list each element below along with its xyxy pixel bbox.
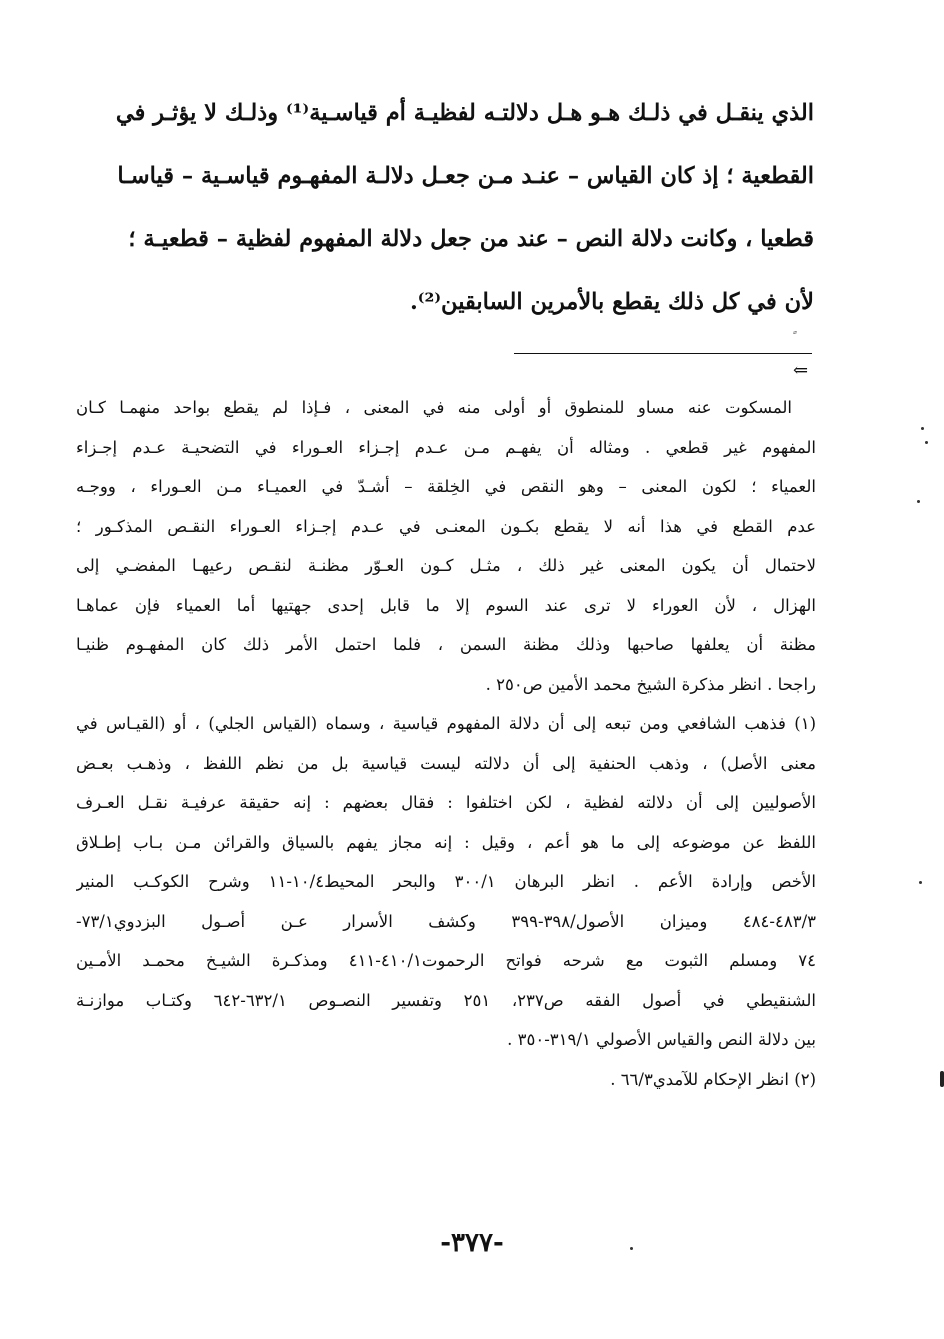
footnotes-block <box>76 388 816 1099</box>
main-body-text <box>72 82 814 334</box>
main-line-1: الذي ينقـل في ذلـك هـو هـل دلالتـه لفظيـة أم قياسـية⁽¹⁾ وذلـك لا يؤثـر في <box>115 100 814 126</box>
footnote-1-first-line <box>76 704 816 744</box>
footnote-1-line: الشنقيطي في أصول الفقه ص٢٣٧، ٢٥١ وتفسير النصـوص ٦٣٢/١-٦٤٢ وكتـاب موازنـة <box>76 990 816 1010</box>
main-line-2: القطعية ؛ إذ كان القياس – عنـد مـن جعـل دلالـة المفهـوم قياسـية – قياسـا <box>117 163 814 189</box>
footnote-1-line: الأصوليين إلى أن دلالته لفظية ، لكن اختلفوا : فقال بعضهم : إنه حقيقة عرفيـة نقـل العـرف <box>76 793 816 812</box>
footnote-1-line: بين دلالة النص والقياس الأصولي ٣١٩/١-٣٥٠ . <box>507 1030 816 1049</box>
footnote-1-line: الأخص وإرادة الأعم . انظر البرهان ٣٠٠/١ والبحر المحيط١٠/٤-١١ وشرح الكوكـب المنير <box>76 872 816 891</box>
footnote-2-number: (٢) <box>794 1069 816 1089</box>
main-line-3: قطعيا ، وكانت دلالة النص – عند من جعل دلالة المفهوم لفظية – قطعيـة ؛ <box>128 226 814 252</box>
main-line-4: لأن في كل ذلك يقطع بالأمرين السابقين⁽²⁾. <box>409 289 814 315</box>
footnote-continuation-line: الهزال ، لأن العوراء لا ترى عند السوم إلا ما قابل إحدى جهتيها أما العمياء فإن عماهـا <box>76 595 816 615</box>
footnote-1-line: معنى الأصل) ، وذهب الحنفية إلى أن دلالته ليست قياسية بل من نظم اللفظ ، وذهـب بعـض <box>76 753 816 773</box>
scan-speck <box>919 881 922 884</box>
footnote-1-line: اللفظ عن موضوعه إلى ما هو أعم ، وقيل : إنه مجاز يفهم بالسياق والقرائن مـن بـاب إطـلاق <box>76 832 816 852</box>
footnote-continuation-line: المسكوت عنه مساو للمنطوق أو أولى منه في المعنى ، فـإذا لم يقطع بواحد منهمـا كـان <box>76 398 792 417</box>
footnote-2-line <box>76 1060 816 1100</box>
footnote-1-line: ٧٤ ومسلم الثبوت مع شرحه فواتح الرحموت٤١٠/١-٤١١ ومذكـرة الشيـخ محمـد الأمـين <box>76 951 816 970</box>
footnote-1-number: (١) <box>794 714 816 733</box>
footnote-continuation-line: راجحا . انظر مذكرة الشيخ محمد الأمين ص٢٥٠ . <box>485 674 816 694</box>
footnote-continuation-line: المفهوم غير قطعي . ومثاله أن يفهـم مـن عـدم إجـزاء العـوراء في التضحيـة عـدم إجـزاء <box>76 437 816 457</box>
footnote-continuation-line: لاحتمال أن يكون المعنى غير ذلك ، مثـل كـون العـوّر مظنـة لنقـص رعيهـا المفضـي إلى <box>76 556 816 575</box>
page-number: -٣٧٧- <box>440 1228 504 1258</box>
scan-speck <box>925 441 928 444</box>
footnote-2-text: انظر الإحكام للآمدي٦٦/٣ . <box>610 1069 789 1089</box>
scan-speck <box>917 500 920 503</box>
footnote-continuation-line: العمياء ؛ لكون المعنى – وهو النقص في الخِلقة – أشـدّ في العميـاء مـن العـوراء ، ووجـه <box>76 477 816 496</box>
continuation-arrow-icon: ⇐ <box>793 360 809 381</box>
scan-edge-mark <box>940 1071 944 1087</box>
footnote-separator <box>514 353 812 354</box>
scan-speck <box>630 1247 633 1250</box>
footnote-continuation-line: مظنة أن يعلفها صاحبها وذلك مظنة السمن ، فلما احتمل الأمر ذلك كان المفهـوم ظنيـا <box>76 635 816 654</box>
scan-speck <box>921 427 924 430</box>
footnote-1-line: ٤٨٣/٣-٤٨٤ وميزان الأصول/٣٩٨-٣٩٩ وكشف الأسرار عـن أصـول البزدوي٧٣/١- <box>76 911 816 931</box>
footnote-continuation-line: عدم القطع في هذا أنه لا يقطع بكـون المعنـى في عـدم إجـزاء العـوراء النقـص المذكـور ؛ <box>76 516 816 536</box>
footnote-1-line: فذهب الشافعي ومن تبعه إلى أن دلالة المفهوم قياسية ، وسماه (القياس الجلي) ، أو (القيـاس في <box>76 714 786 733</box>
